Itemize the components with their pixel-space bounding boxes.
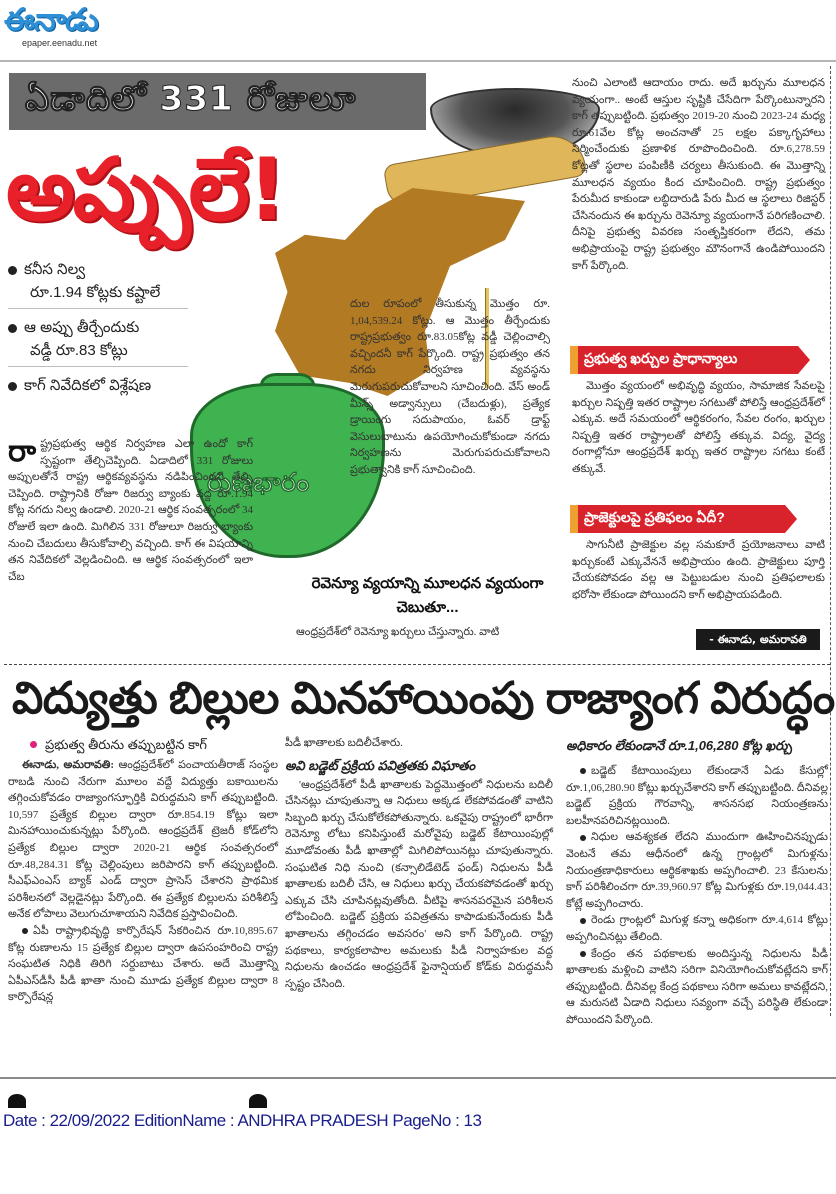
article1-column3: నుంచి ఎలాంటి ఆదాయం రాదు. అదే ఖర్చును మూలధన వ్యయంగా.. అంటే ఆస్తుల సృష్టికి చేసేదిగా పేర్కొంటున్నారని కాగ్ తప్పుబట్టింది. ప్రభుత్వం 2019-20 నుంచి 2023-24 మధ్య రూ.61వేల కోట్ల అంచనాతో 25 లక్షల పక్కాగృహాలు నిర్మించేందుకు ప్రణాళిక రూపొందించింది. రూ.6,278.59 కోట్లతో స్థలాల పంపిణీకి చర్యలు తీసుకుంది. ఈ మొత్తాన్ని మూలధన వ్యయం కింద చూపించింది. రాష్ట్ర ప్రభుత్వం పేరుమీద కాకుండా లబ్ధిదారుడి పేరు మీద ఆ స్థలాలు రిజిస్టర్ చేసినందున ఈ ఖర్చును రెవెన్యూ వ్యయంగానే పరిగణించాలి. దీనిపై ప్రభుత్వ వివరణ సంతృప్తికరంగా లేదని, తమ అభిప్రాయంపై రాష్ట్ర ప్రభుత్వం మౌనంగానే ఉండిపోయిందని కాగ్ పేర్కొంది. (572, 77, 825, 272)
article1-column1 (8, 436, 253, 585)
bullet-icon (580, 768, 586, 774)
masthead-divider (0, 60, 836, 62)
bullet-icon (580, 951, 586, 957)
article2-col2-subhead: అవి బడ్జెట్ ప్రక్రియ పవిత్రతకు విఘాతం (285, 757, 476, 773)
highlights-list (8, 258, 188, 408)
article2-column2 (285, 735, 553, 992)
cutoff-headline-fragment (8, 1094, 26, 1108)
bullet-icon (8, 324, 17, 333)
article1-column2: దుల రూపంలో తీసుకున్న మొత్తం రూ. 1,04,539.24 కోట్లు. ఆ మొత్తం తీర్చేందుకు రాష్ట్రప్రభుత్వం రూ.83.05కోట్ల వడ్డీ చెల్లించాల్సి వచ్చిందనీ కాగ్ పేర్కొంది. రాష్ట్ర ప్రభుత్వం తన నగదు నిర్వహణ వ్యవస్థను మెరుగుపరుచుకోవాలని సూచించింది. వేస్ అండ్ మీన్స్ అడ్వాన్సులు (చేబదుళ్లు), ప్రత్యేక డ్రాయింగు సదుపాయం, ఓవర్ డ్రాఫ్ట్ వెసులుబాటును ఉపయోగించుకోకుండా నగదు నిర్వహణను మెరుగుపరుచుకోవాలని ప్రభుత్వానికి కాగ్ సూచించింది. (350, 298, 550, 476)
article2-col3-subhead: అధికారం లేకుండానే రూ.1,06,280 కోట్ల ఖర్చు (566, 738, 793, 753)
article-separator (4, 664, 830, 665)
bullet-icon (8, 266, 17, 275)
article2-col1-p1: ఈనాడు, అమరావతి: ఆంధ్రప్రదేశ్‌లో పంచాయతీరాజ్ సంస్థల రాబడి నుంచి నేరుగా మూలం వద్దే విద్యుత్తు బకాయిలను తగ్గించుకోవడం రాజ్యాంగస్ఫూర్తికి విరుద్ధమని కాగ్ తప్పుబట్టింది. 10,597 ప్రత్యేక బిల్లుల ద్వారా రూ.854.19 కోట్లు ఇలా మినహాయించుకున్నట్లు పేర్కొంది. ఆంధ్రప్రదేశ్ ట్రెజరీ కోడ్‌లోని ప్రత్యేక బిల్లుల ద్వారా 2020-21 ఆర్థిక సంవత్సరంలో రూ.48,284.31 కోట్ల చెల్లింపులు జరిపారని కాగ్ తప్పుబట్టింది. సీఎఫ్ఎంఎస్ బ్యాక్ ఎండ్ ద్వారా ప్రాసెస్ చేశారని ప్రాథమిక పరిశీలనలో వెల్లడైనట్లు పేర్కొంది. ఈ ప్రత్యేక బిల్లులను పరిశీలిస్తే అనేక లోపాలు వెలుగుచూశాయని నివేదిక ప్రస్తావించింది. (8, 759, 278, 921)
dateline: ఈనాడు, అమరావతి: (22, 759, 115, 771)
bottom-divider (0, 1077, 836, 1079)
bullet-icon (580, 835, 586, 841)
article2-sub-bullet: ప్రభుత్వ తీరును తప్పుబట్టిన కాగ్ (8, 735, 278, 755)
epaper-url: epaper.eenadu.net (22, 38, 98, 48)
article1-col2-tail: ఆంధ్రప్రదేశ్‌లో రెవెన్యూ ఖర్చులు చేస్తున్నారు. వాటి (296, 626, 500, 638)
article2-column3 (566, 735, 828, 1029)
article2-col2-text: 'ఆంధ్రప్రదేశ్‌లో పీడీ ఖాతాలకు పెద్దమొత్తంలో నిధులను బదిలీ చేసినట్లు చూపుతున్నా ఆ నిధులు అక్కడ లేకపోవడంతో వాటిని సిబ్బంది ఖర్చు చేసుకోలేకపోతున్నారు. ఒకవైపు రాష్ట్రంలో భారీగా రెవెన్యూ లోటు కనిపిస్తుంటే మరోవైపు బడ్జెట్ కేటాయింపుల్లో మూడోవంతు పీడీ ఖాతాల్లో మిగిలిపోయినట్లు చూపుతున్నారు. సంఘటిత నిధి నుంచి (కన్సాలిడేటెడ్ ఫండ్) నిధులను పీడీ ఖాతాలకు బదిలీ చేసి, ఆ నిధులు ఖర్చు చేయకపోవడంతో ఖర్చు ఎక్కువ చేసి చూపినట్లవుతోంది. వీటిపై శాసనపరమైన పరిశీలన లోపించింది. బడ్జెట్ ప్రక్రియ పవిత్రతను కాపాడుకునేందుకు పీడీ ఖాతాలను తగ్గించడం అవసరం' అని కాగ్ పేర్కొంది. రాష్ట్ర పథకాలు, కార్యకలాపాల అమలుకు పీడీ నిర్వాహకుల వద్ద నిధులను ఉంచడం ఆంధ్రప్రదేశ్ ఫైనాన్షియల్ కోడ్‌కు విరుద్ధమనీ స్పష్టం చేసింది. (285, 778, 553, 990)
bullet-icon (8, 382, 17, 391)
spending-priorities-text: మొత్తం వ్యయంలో అభివృద్ధి వ్యయం, సామాజిక సేవలపై ఖర్చుల నిష్పత్తి ఇతర రాష్ట్రాల సగటుతో పోలిస్తే ఆంధ్రప్రదేశ్‌లో ఎక్కువ. అదే సమయంలో ఆర్థికరంగం, సేవల రంగం, ఖర్చుల నిష్పత్తి ఇతర రాష్ట్రాలతో పోలిస్తే తక్కువ. విద్య, వైద్య రంగాల్లోనూ ఆంధ్రప్రదేశ్ ఖర్చు ఇతర రాష్ట్రాల సగటు కంటే తక్కువే. (572, 380, 825, 475)
project-returns-text: సాగునీటి ప్రాజెక్టుల వల్ల సమకూరే ప్రయోజనాలు వాటి ఖర్చుకంటే ఎక్కువేననే అభిప్రాయం ఉంది. ప్రాజెక్టులు పూర్తి చేయకపోవడం వల్ల ఆ పెట్టుబడుల నుంచి ప్రతిఫలాలకు భరోసా లేకుండా పోయిందని కాగ్ అభిప్రాయపడింది. (572, 539, 825, 601)
edition-footer: Date : 22/09/2022 EditionName : ANDHRA PRADESH PageNo : 13 (3, 1111, 482, 1130)
kicker-text: ఏడాదిలో 331 రోజులూ (25, 79, 357, 119)
sack-label: రుణభారం (207, 468, 310, 498)
article2-point: కేంద్రం తన పథకాలకు అందిస్తున్న నిధులను పీడీ ఖాతాలకు మళ్లించి వాటిని సరిగా వినియోగించుకోవట్లేదని కాగ్ తప్పుబట్టింది. దీనివల్ల కేంద్ర పథకాలు సరిగా అమలు కావట్లేదని, ఆ మరుసటి ఏడాది నిధులు సవ్యంగా వచ్చే పరిస్థితి లేకుండా పోయిందని పేర్కొంది. (566, 947, 828, 1026)
eenadu-logo: ఈనాడు (4, 2, 98, 38)
byline: - ఈనాడు, అమరావతి (696, 629, 820, 650)
right-column-rule (830, 66, 831, 1016)
section-header-spending-priorities: ప్రభుత్వ ఖర్చుల ప్రాధాన్యాలు (570, 346, 798, 374)
masthead (0, 0, 836, 62)
highlight-item: ఆ అప్పు తీర్చేందుకు వడ్డీ రూ.83 కోట్లు (8, 316, 188, 367)
highlight-item: కాగ్ నివేదికలో విశ్లేషణ (8, 374, 188, 401)
pink-bullet-icon (30, 741, 37, 748)
article2-point: నిధుల ఆవశ్యకత లేదని ముందుగా ఊహించినప్పుడు వెంటనే తమ ఆధీనంలో ఉన్న గ్రాంట్లలో మిగుళ్లను నియంత్రణాధికారులు ఆర్థికశాఖకు అప్పగించాలి. 23 కేసులను కాగ్ పరిశీలించగా రూ.39,960.97 కోట్ల మిగుళ్లకు రూ.19,044.43 కోట్లే అప్పగించారు. (566, 831, 828, 910)
main-headline: అప్పులే! (6, 140, 285, 240)
bullet-icon (580, 918, 586, 924)
cutoff-headline-fragment (249, 1094, 267, 1108)
article2-col2-lead: పీడీ ఖాతాలకు బదిలీచేశారు. (285, 737, 403, 749)
article1-subhead: రెవెన్యూ వ్యయాన్ని మూలధన వ్యయంగా చెబుతూ... (311, 575, 544, 616)
bullet-icon (22, 928, 28, 934)
article1-col1-text: ష్ట్రప్రభుత్వ ఆర్థిక నిర్వహణ ఎలా ఉందో కాగ్ స్పష్టంగా తేల్చిచెప్పింది. ఏడాదిలో 331 రోజులు అప్పులతోనే రాష్ట్ర ఆర్థికవ్యవస్థను నడిపించిందని తేల్చి చెప్పింది. రాష్ట్రానికి రోజూ రిజర్వు బ్యాంకు వద్ద రూ.1.94 కోట్ల నగదు నిల్వ ఉండాలి. 2020-21 ఆర్థిక సంవత్సరంలో 34 రోజులే ఇలా ఉంది. మిగిలిన 331 రోజులూ రిజర్వు బ్యాంకు నుంచి చేబదులు తీసుకోవాల్సి వచ్చింది. కాగ్ ఈ విషయాన్ని తన నివేదికలో వెల్లడించింది. ఆ ఆర్థిక సంవత్సరంలో ఇలా చేబ (8, 438, 253, 583)
article2-headline: విద్యుత్తు బిల్లుల మినహాయింపు రాజ్యాంగ విరుద్ధం (12, 674, 835, 723)
article2-point: రెండు గ్రాంట్లలో మిగుళ్ల కన్నా అధికంగా రూ.4,614 కోట్లు అప్పగించినట్లు తేలింది. (566, 914, 828, 943)
highlight-item: కనీస నిల్వ రూ.1.94 కోట్లకు కష్టాలే (8, 258, 188, 309)
section-header-project-returns: ప్రాజెక్టులపై ప్రతిఫలం ఏదీ? (570, 505, 785, 533)
dropcap: రా (8, 435, 37, 468)
article2-column1 (8, 735, 278, 1006)
article2-col1-p2: ఏపీ రాష్ట్రాభివృద్ధి కార్పొరేషన్ సేకరించిన రూ.10,895.67 కోట్ల రుణాలను 15 ప్రత్యేక బిల్లుల ద్వారా ఉపసంహరించి రాష్ట్ర సంఘటిత నిధికి తిరిగి సర్దుబాటు చేశారు. అదే మొత్తాన్ని ఏపీఎస్‌డీసీ పీడీ ఖాతా నుంచి మూడు ప్రత్యేక బిల్లుల ద్వారా 8 కార్పొరేషన్ల (8, 924, 278, 1004)
article2-point: బడ్జెట్ కేటాయింపులు లేకుండానే ఏడు కేసుల్లో రూ.1,06,280.90 కోట్లు ఖర్చుచేశారని కాగ్ తప్పుబట్టింది. దీనివల్ల బడ్జెట్ ప్రక్రియ గౌరవాన్ని, శాసనసభ నియంత్రణను బలహీనపరిచినట్లయింది. (566, 765, 828, 827)
